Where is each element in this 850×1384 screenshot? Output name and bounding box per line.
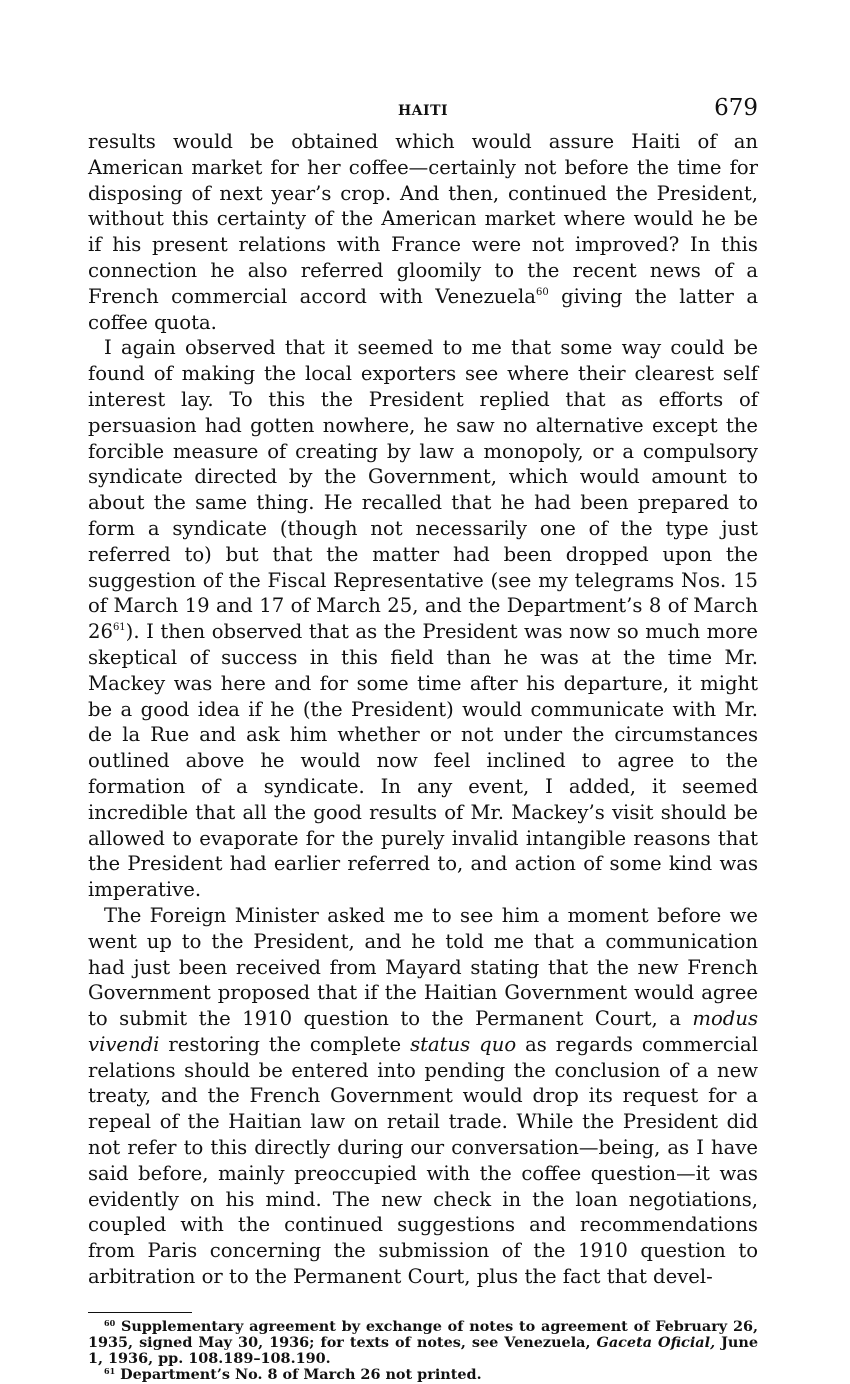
paragraph-3 — [88, 903, 758, 1290]
paragraph-3-text-cont: restoring the complete — [159, 1032, 411, 1056]
paragraph-2-text: I again observed that it seemed to me that some way could be found of making the local exporters see where their clearest self interest lay. To this the President replied that as efforts of persuasion had gotten nowhere, he saw no alternative except the forcible measure of creating by law a monopoly, or a compulsory syndicate directed by the Government, which would amount to about the same thing. He recalled that he had been prepared to form a syndicate (though not necessarily one of the type just referred to) but that the matter had been dropped upon the suggestion of the Fiscal Representative (see my telegrams Nos. 15 of March 19 and 17 of March 25, and the Department’s 8 of March 26 — [88, 336, 758, 644]
footnote-61 — [88, 1367, 758, 1383]
paragraph-1-text-cont: giving the latter a coffee quota. — [88, 284, 758, 334]
document-page — [88, 95, 758, 1384]
paragraph-3-text: The Foreign Minister asked me to see him a moment before we went up to the President, and he told me that a communication had just been received from Mayard stating that the new French Government proposed that if the Haitian Government would agree to submit the 1910 question to the Permanent Court, a — [88, 903, 758, 1031]
footnote-61-text: Department’s No. 8 of March 26 not printed. — [115, 1366, 482, 1384]
footnotes — [88, 1319, 758, 1384]
footnote-60-text-end: June 1, 1936, pp. 108.189–108.190. — [88, 1334, 759, 1368]
body-text — [88, 129, 758, 1290]
running-header — [88, 95, 758, 129]
paragraph-2 — [88, 335, 758, 903]
footnote-60 — [88, 1319, 758, 1368]
footnote-61-marker: 61 — [104, 1366, 116, 1377]
footnote-ref-61: 61 — [112, 622, 126, 634]
footnote-ref-60: 60 — [535, 286, 549, 298]
footnote-60-italic: Gaceta Oficial, — [596, 1334, 716, 1352]
paragraph-3-italic-status-quo: status quo — [410, 1032, 517, 1056]
page-number: 679 — [714, 95, 758, 121]
footnote-divider — [88, 1312, 192, 1313]
footnote-60-text: Supplementary agreement by exchange of notes to agreement of February 26, 1935, signed May 30, 1936; for texts of notes, see Venezuela, — [88, 1317, 758, 1352]
running-title: HAITI — [397, 103, 449, 119]
paragraph-3-italic-modus-vivendi: modus vivendi — [88, 1007, 758, 1056]
paragraph-2-text-cont: ). I then observed that as the President was now so much more skeptical of success in this field than he was at the time Mr. Mackey was here and for some time after his departure, it might be a good idea if he (the President) would communicate with Mr. de la Rue and ask him whether or not under the circumstances outlined above he would now feel inclined to agree to the formation of a syndicate. In any event, I added, it seemed incredible that all the good results of Mr. Mackey’s visit should be allowed to evaporate for the purely invalid intangible reasons that the President had earlier referred to, and action of some kind was imperative. — [88, 620, 758, 902]
paragraph-1 — [88, 129, 758, 335]
paragraph-1-text: results would be obtained which would assure Haiti of an American market for her coffee—certainly not before the time for disposing of next year’s crop. And then, continued the President, without this certainty of the American market where would he be if his present relations with France were not improved? In this connection he also referred gloomily to the recent news of a French commercial accord with Venezuela — [88, 130, 758, 308]
footnote-60-marker: 60 — [104, 1317, 116, 1328]
paragraph-3-text-end: as regards commercial relations should be entered into pending the conclusion of a new treaty, and the French Government would drop its request for a repeal of the Haitian law on retail trade. While the President did not refer to this directly during our conversation—being, as I have said before, mainly preoccupied with the coffee question—it was evidently on his mind. The new check in the loan negotiations, coupled with the continued suggestions and recommendations from Paris concerning the submission of the 1910 question to arbitration or to the Permanent Court, plus the fact that devel- — [88, 1032, 758, 1289]
